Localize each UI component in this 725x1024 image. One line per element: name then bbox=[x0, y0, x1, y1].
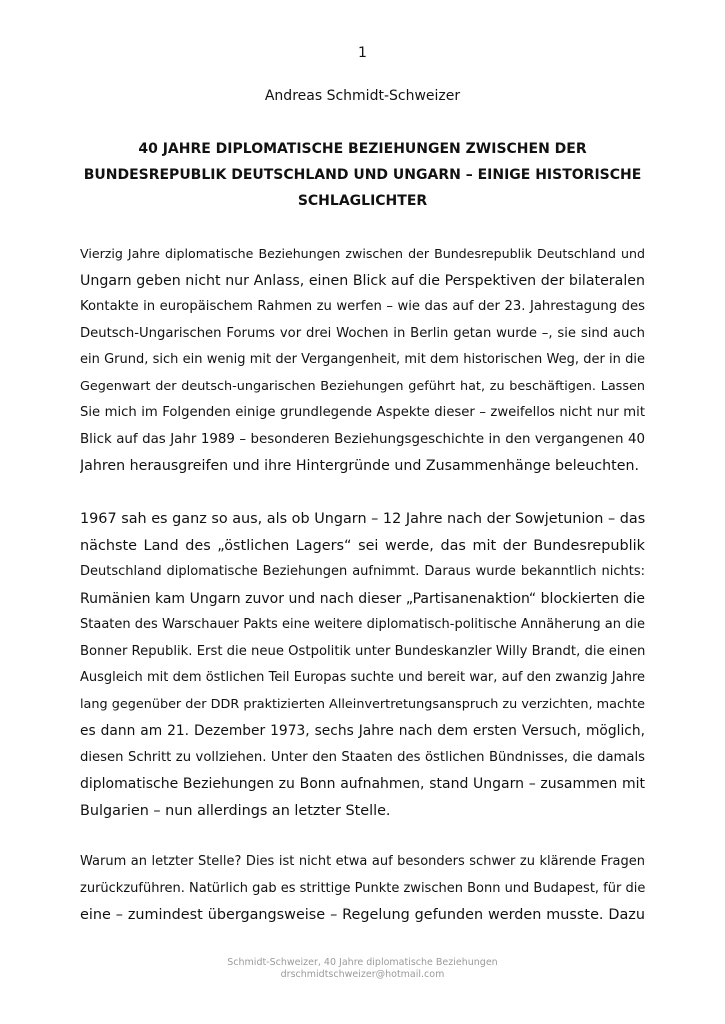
text-line: nächste Land des „östlichen Lagers“ sei werde, das mit der Bundesrepublik bbox=[80, 537, 645, 554]
text-line: zurückzuführen. Natürlich gab es strittige Punkte zwischen Bonn und Budapest, für die bbox=[80, 880, 645, 896]
body-paragraph-3 bbox=[80, 849, 645, 929]
title-line: 40 JAHRE DIPLOMATISCHE BEZIEHUNGEN ZWISCHEN DER bbox=[138, 141, 587, 157]
footer-reference: Schmidt-Schweizer, 40 Jahre diplomatische Beziehungen bbox=[227, 957, 498, 968]
page-footer bbox=[0, 957, 725, 981]
text-line: Vierzig Jahre diplomatische Beziehungen zwischen der Bundesrepublik Deutschland und bbox=[80, 246, 645, 261]
author-name: Andreas Schmidt-Schweizer bbox=[264, 88, 461, 104]
text-line: ein Grund, sich ein wenig mit der Vergangenheit, mit dem historischen Weg, der in die bbox=[80, 352, 645, 367]
text-line: Staaten des Warschauer Pakts eine weitere diplomatisch-politische Annäherung an die bbox=[80, 617, 645, 632]
text-line: Warum an letzter Stelle? Dies ist nicht etwa auf besonders schwer zu klärende Fragen bbox=[80, 854, 645, 869]
text-line: Deutschland diplomatische Beziehungen aufnimmt. Daraus wurde bekanntlich nichts: bbox=[80, 564, 645, 579]
text-line: Bonner Republik. Erst die neue Ostpolitik unter Bundeskanzler Willy Brandt, die einen bbox=[80, 643, 645, 659]
text-line: Ungarn geben nicht nur Anlass, einen Blick auf die Perspektiven der bilateralen bbox=[80, 272, 645, 289]
title-line: SCHLAGLICHTER bbox=[297, 193, 428, 209]
page-number: 1 bbox=[358, 45, 367, 61]
text-line: lang gegenüber der DDR praktizierten Alleinvertretungsanspruch zu verzichten, machte bbox=[80, 696, 645, 712]
body-paragraph-2 bbox=[80, 506, 645, 824]
title-line: BUNDESREPUBLIK DEUTSCHLAND UND UNGARN – EINIGE HISTORISCHE bbox=[83, 167, 642, 183]
document-title bbox=[80, 136, 645, 214]
text-line: Blick auf das Jahr 1989 – besonderen Beziehungsgeschichte in den vergangenen 40 bbox=[80, 431, 645, 447]
text-line: 1967 sah es ganz so aus, als ob Ungarn – 12 Jahre nach der Sowjetunion – das bbox=[80, 511, 645, 527]
text-line: Deutsch-Ungarischen Forums vor drei Wochen in Berlin getan wurde –, sie sind auch bbox=[80, 325, 645, 341]
text-line: Jahren herausgreifen und ihre Hintergründe und Zusammenhänge beleuchten. bbox=[80, 458, 639, 474]
text-line: Ausgleich mit dem östlichen Teil Europas suchte und bereit war, auf den zwanzig Jahre bbox=[80, 670, 645, 685]
text-line: eine – zumindest übergangsweise – Regelung gefunden werden musste. Dazu bbox=[80, 907, 645, 923]
body-paragraph-1 bbox=[80, 241, 645, 480]
text-line: Gegenwart der deutsch-ungarischen Beziehungen geführt hat, zu beschäftigen. Lassen bbox=[80, 378, 645, 394]
text-line: Kontakte in europäischem Rahmen zu werfen – wie das auf der 23. Jahrestagung des bbox=[80, 299, 645, 314]
text-line: es dann am 21. Dezember 1973, sechs Jahre nach dem ersten Versuch, möglich, bbox=[80, 723, 645, 739]
text-line: diplomatische Beziehungen zu Bonn aufnahmen, stand Ungarn – zusammen mit bbox=[80, 776, 645, 792]
text-line: Bulgarien – nun allerdings an letzter Stelle. bbox=[80, 802, 391, 819]
footer-email: drschmidtschweizer@hotmail.com bbox=[280, 969, 445, 980]
text-line: Rumänien kam Ungarn zuvor und nach dieser „Partisanenaktion“ blockierten die bbox=[80, 590, 645, 607]
text-line: diesen Schritt zu vollziehen. Unter den Staaten des östlichen Bündnisses, die damals bbox=[80, 749, 645, 765]
text-line: Sie mich im Folgenden einige grundlegende Aspekte dieser – zweifellos nicht nur mit bbox=[80, 405, 645, 420]
